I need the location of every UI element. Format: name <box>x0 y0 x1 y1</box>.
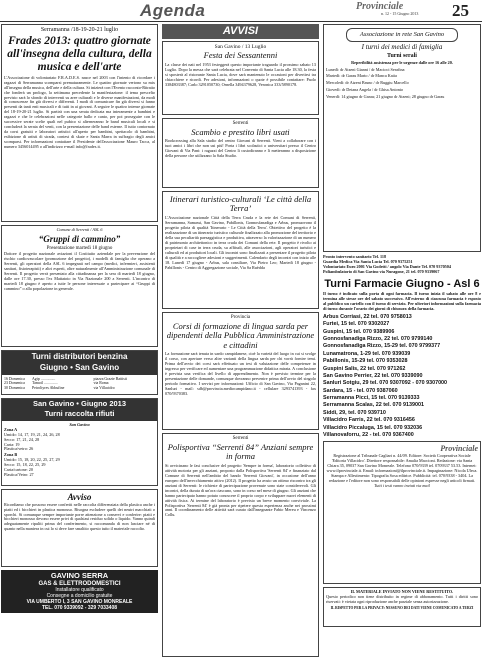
disclaimer-title: IL MATERIALE INVIATO NON VIENE RESTITUITO. <box>350 589 454 595</box>
asl-head: Comune di Serrenti / ASL 6 <box>56 227 103 232</box>
frades-article <box>1 24 158 222</box>
fuel-band-2: Giugno • San Gavino <box>2 362 157 374</box>
fitness-title: Polisportiva “Serrenti 84” Anziani sempre in forma <box>167 441 314 462</box>
editorial-box <box>323 441 481 584</box>
zone-line: Plastica/vetro: 26 <box>4 446 34 452</box>
fuel-cell: piazza Grazie Battisti <box>93 376 127 381</box>
disclaimer-box <box>323 587 481 627</box>
doctor-day: Giovedì: dr Deiana Angela / dr Ghisa Antonio <box>326 87 404 93</box>
fuel-table <box>2 375 157 393</box>
doctor-day: Lunedì: dr Atzeni Gianni / dr Macioci Serafina <box>326 66 405 72</box>
editorial-body: Registrazione al Tribunale Cagliari n. 44/09. Editore: Società Cooperativa Sociale 'Editoria Villacidro'. Direttore responsabile: Amalia Maccioni. Redazione: via Santa Chiara 35, 09037 San Gavino Monreale. Telefono 070/9339 tel. 0709337 53.53. Internet: www.ilprovinciale.it. Email: informazioni@ilprovinciale.it. Impaginazione: Nicola Uleca. Stampa e Allestimento: Tipografia Sosa editrice. Pubblicità: tel. 070/9338 - 3404. La redazione e l'editore non sono responsabili delle opinioni espresse negli articoli firmati. <box>326 452 478 483</box>
fuel-cell: 23 Domenica <box>4 381 25 386</box>
page-header <box>0 0 482 22</box>
fuel-cell: 16 Domenica <box>4 376 25 381</box>
asl-article <box>1 225 158 347</box>
masthead-logo: Provinciale <box>356 1 404 12</box>
pharmacy-row: Gonnosfanadiga Rizzo, 15-29 tel. 070 9799377 <box>323 343 441 350</box>
course-head: Provincia <box>230 314 251 320</box>
itinerary-title: Itinerari turistico-culturali ‘Le città della Terra’ <box>169 193 312 214</box>
contacts-block <box>323 255 481 275</box>
itinerary-article <box>162 191 319 309</box>
pharmacy-row: Sanluri Sotgiu, 29 tel. 070 9307092 - 070 9307000 <box>323 380 448 387</box>
doctors-box <box>323 24 481 252</box>
itinerary-body: L'Associazione nazionale Città della Terra Cruda e la rete dei Comuni di Serrenti, Serramanna, Samassi, San Gavino, Pabillonis, Gonnosfanadiga e Arbus, promuovono il progetto pilota di qualità 'Itinerario - Le Città della Terra'. Obiettivo del progetto è la realizzazione di un itinerario turistico culturale finalizzato alla promozione del territorio e della sua peculiarità paesaggistica e produttiva, attraverso la valorizzazione di un numero di patrimonio architettonico in terra cruda dei Comuni della rete. Il progetto è rivolto ai proprietari di case in terra cruda, su affitudi, alle associazioni, agli operatori turistici e culturali ed ai produttori locali. Gli incontri sono finalizzati a presentare il progetto pilota di qualità e a raccogliere adesioni e suggerimenti. Calendario degli incontri con inizio alle 18. Lunedì 17 giugno - Arbus, sala consiliare, Via Pietro Leo; Martedì 18 giugno - Pabillonis - Centro di Aggregazione sociale, Via Sa Ruèdda <box>165 215 316 270</box>
asl-body: Dottore il progetto nazionale aviazioni il Costituito aziendale per la prevenzione del rischio cardiovascolare (promozione del progetto), i modelli di famiglia che operano a Serrenti, gli operatori della ASL 6 impegnati nel campo (medici, infermieri, assistenti sanitari, fisioterapisti) e altri esperti, oltre naturalmente all'Amministrazione comunale di Serrenti. Il progetto verrà presentato alla cittadinanza per la sera di martedì 18 giugno, dalle ore 17.30, presso l'ex Mattatoio in Via Nazionale 200 a Serrenti. L'incontro di martedì 18 giugno è aperto a tutte le persone interessate a partecipare ai “Gruppi di cammino” o alla popolazione in generale. <box>4 250 155 291</box>
gas-name: GAVINO SERRA <box>50 571 109 580</box>
pharmacy-row: Serramanna Scalas, 22 tel. 070 9139001 <box>323 402 424 409</box>
zone-line: Umido: 14, 17, 19, 21, 24, 26, 28 <box>4 431 60 437</box>
gas-phone: TEL. 070 9339092 - 329 7033408 <box>41 604 118 611</box>
gas-advert <box>1 570 158 613</box>
doctor-day: Mercoledì: dr Atzeni Bruno / dr Ruggiu Marcello <box>326 80 409 86</box>
editorial-note: Tutti i testi vanno inviati via mail <box>374 483 430 489</box>
asl-subtitle: Presentazione martedì 18 giugno <box>46 246 113 252</box>
contact-volunteer: Volontariato Euro 2001 Via Godetti / angolo Via Dante Tel. 070 9370504 <box>323 263 451 269</box>
edition-label: n. 12 - 15 Giugno 2013 <box>381 11 419 16</box>
zone-b-list <box>4 458 155 478</box>
pharmacy-row: Guspini, 15 tel. 070 9389906 <box>323 328 395 335</box>
contact-guard: Guardia Medica Via Santa Lucia Tel. 070 9375251 <box>323 258 413 264</box>
book-head: Serrenti <box>232 120 249 126</box>
notice-body: Ricordiamo che possono essere conferiti nelle raccolta differenziata della plastica anche i piatti ed i bicchieri in plastica monouso. Bisogna escludere quelli dei neutri macchiati o sporchi. Si comunque sempre importante porre attenzione a conservi e conferire: piatti e bicchieri monouso devono essere privi di qualsiasi residuo solido o liquido. Vanno quindi adeguatamente ripuliti prima del conferimento, si raccomanda di non lasciare né di quanto nella maniera in cui lo si deve fare smaltito questo tutto il materiale raccolto. <box>4 501 155 532</box>
fuel-cell: Petroltyres Abbufine <box>32 386 65 391</box>
sixty-party-article <box>162 41 319 115</box>
waste-sub: San Gavino <box>69 421 90 427</box>
evening-shifts-note: Reperibilità assistenza per le urgenze dalle ore 16 alle 20. <box>351 59 453 65</box>
fitness-body: Si avvicinano le fasi conclusive del progetto 'Sempre in forma', laboratorio collettivo di attività motoria per gli anziani, proposto dalla Polisportiva 'Serrenti 84' e finanziato dal Comune di Serrenti nell'ambito del bando 'Serrenti Giovani', in occasione dell'anno europeo dell'invecchiamento attivo (2012). Il progetto ha avuto un ottimo riscontro tra gli anziani di Serrenti: le richieste di partecipazione provenute sono state considerevoli. Gli incontri, della durata di un'ora ciascuno, sono in corso nel mese di giugno. Gli anziani che hanno partecipato hanno potuto conoscere il proprio corpo e sviluppare nuovi elementi di attività fisica. Ai termine del laboratorio è previsto un breve momento conviviale. La Polisportiva 'Serrenti 84' è già pronta per ripetere questa esperienza anche nei prossimi anni. Il coordinamento delle attività sarà curato dall'insegnante Fabio Mereu e Vincenzo Collu. <box>165 462 316 518</box>
zone-line: Umido: 15, 18, 20, 22, 25, 27, 29 <box>4 457 60 463</box>
zone-a-list <box>4 433 155 453</box>
editorial-logo: Provinciale <box>440 444 478 454</box>
waste-box <box>1 398 158 486</box>
notice-box <box>1 489 158 567</box>
frades-dates: Serramanna /18-19-20-21 luglio <box>40 27 119 33</box>
zone-b-title: Zona B <box>4 452 18 458</box>
course-title: Corsi di formazione di lingua sarda per dipendenti della Pubblica Amministrazione e cittadini <box>166 320 315 350</box>
fuel-cell: Tamoil .............. <box>32 381 58 386</box>
pharmacy-row: Villanovaforru, 22 - tel. 070 9367400 <box>323 431 414 438</box>
column-right <box>323 24 481 630</box>
fuel-cell: via Villacidro <box>93 386 115 391</box>
pharmacy-row: Gonnosfanadiga Rizzo, 22 tel. 070 9799140 <box>323 336 433 343</box>
doctor-day: Martedì: dr Garau Mario / dr Manca Katia <box>326 73 397 79</box>
column-middle <box>162 24 319 657</box>
book-title: Scambio e prestito libri usati <box>191 126 290 137</box>
notice-title: Avviso <box>67 492 92 502</box>
disclaimer-body: Questo periodico non tiene distribuito in regime di abbonamento. Tutti i diritti sono riservati: è vietata ogni riproduzione anche parziale senza autorizzazione. <box>326 594 478 605</box>
sixty-head: San Gavino / 13 Luglio <box>214 43 267 50</box>
book-exchange-article <box>162 118 319 188</box>
fuel-cell: 30 Domenica <box>4 386 25 391</box>
doctor-days-list <box>326 68 478 101</box>
pharmacy-row: Siddi, 29, tel. 070 939710 <box>323 409 386 416</box>
fuel-band-1: Turni distributori benzina <box>2 351 157 362</box>
contact-emergency: Pronto intervento sanitario Tel. 118 <box>323 254 387 259</box>
zone-line: Secco: 17, 21, 24, 28 <box>4 436 40 442</box>
gas-tagline: GAS & ELETTRODOMESTICI <box>38 580 121 587</box>
pharmacy-row: Villacidro Piccaluga, 15 tel. 070 932036 <box>323 424 423 431</box>
gas-address: VIA UMBERTO I, 3 SAN GAVINO MONREALE <box>26 598 133 605</box>
page-number: 25 <box>452 1 469 20</box>
pharmacy-row: Lunamatrona, 1-29 tel. 070 939039 <box>323 350 411 357</box>
pharmacy-row: Guspini Salis, 22 tel. 070 971262 <box>323 365 406 372</box>
pharmacy-list <box>323 314 481 438</box>
frades-title: Frades 2013: quattro giornate all'insegna della cultura, della musica e dell'arte <box>7 35 152 73</box>
sardinian-course-article <box>162 312 319 430</box>
fuel-cell: via Roma <box>93 381 109 386</box>
column-left <box>1 24 158 613</box>
zone-line: Secco: 15, 18, 22, 25, 29 <box>4 462 46 468</box>
pharmacy-row: Pabillonis, 15-29 tel. 070 9353028 <box>323 358 408 365</box>
pharmacy-row: Furtei, 15 tel. 070 9302027 <box>323 321 390 328</box>
doctor-day: Venerdì: 14 giugno dr Garau; 21 giugno dr Atzeni; 28 giugno dr Garau <box>326 94 445 100</box>
elderly-fitness-article <box>162 433 319 657</box>
zone-a-title: Zona A <box>4 426 18 432</box>
waste-band-1: San Gavino • Giugno 2013 <box>2 399 157 410</box>
fuel-cell: Agip ............... <box>32 376 56 381</box>
book-body: Bookcrossing alla Sala studio del centro Giovani di Serrenti. Vieni a collaborare con i tuoi amici i libri che non usi più! Porta i libri scolastici o universitari presso il Centro Giovani di Via Pani: i ragazzi del Centro li custodiranno e li metteranno a disposizione della persone che utilizzano la Sala Studio. <box>165 138 316 159</box>
association-badge <box>346 28 458 42</box>
gas-line-4: Consegne a domicilio gratuite <box>46 592 113 599</box>
asl-title: “Gruppi di cammino” <box>38 233 121 244</box>
gas-line-3: Installatore qualificato <box>55 586 104 593</box>
evening-shifts-title: Turni serali <box>387 53 417 60</box>
pharmacy-row: Villacidro Farris, 22 tel. 070 9316456 <box>323 417 415 424</box>
fuel-row <box>4 386 155 391</box>
section-title: Agenda <box>140 1 206 20</box>
pharmacy-row: San Gavino Perrier, 22 tel. 070 9339090 <box>323 372 423 379</box>
course-body: La formazione sarà tenuta in sardo campidanese, cioè la varietà del luogo in cui si svolge il corso, con aperture verso altre varianti della lingua sarda per chi vorrà fornire temi. Prima dell'avvio dei corsi sarà effettuato un test di valutazione delle competenze in ingresso per verificare ed aumentare una programmazione didattica mirata. A conclusione è prevista una verifica del livello di apprendimento. Non è previsto termine per la presentazione delle domande, comunque dovranno pervenire prima dell'avvio del singolo periodo formativo. I servizi per informazioni: Ufficio di San Gavino, Via Paganini 22, Sanluri - mail: sdb@provincia.mediocampidano.it - cellulare 3293741393 - fax 070/9370383. <box>165 351 316 397</box>
contact-clinic: Poliambulatorio di San Gavino via Nuragone, 21 tel. 070 9339067 <box>323 268 440 274</box>
sixty-body: La classe dei nati nel 1953 festeggerà questo importante traguardo il prossimo sabato 13 Luglio. Dopo la messa che sarà celebrata nel Convento di Santa Lucia alle 18.30, la festa si sposterà al ristorante Santa Lucia, dove sarà mantenuto le occasioni per divertirsi tra chiacchiere e ricordi. Per adesioni, informazioni o quote è possibile contattare: Paolo 3384803387; Carlo 3291050730; Ornella 3494379628, Veronica 333/5890178. <box>165 61 316 87</box>
zone-line: Carta/cartone: 20 <box>4 467 33 473</box>
privacy-line: IL RISPETTO PER LA PRIVACY: NESSUNO DEI DATI VIENE COMUNICATO A TERZI <box>330 606 474 611</box>
pharmacy-note: Il turno è indicato sulla porta di ogni farmacia. Il turno inizia il sabato alle ore 8 e termina alle stesse ore del sabato successivo. All'esterno di ciascuna farmacia è esposto al pubblico un cartello con il turno di servizio. Per ulteriori informazioni sulla farmacia di turno durante l'orario dei giorni di chiusura della farmacia. <box>323 291 481 311</box>
zone-line: Plastica/Vetro: 27 <box>4 472 34 478</box>
pharmacy-row: Sardara, 15 - tel. 070 9387060 <box>323 387 398 394</box>
doctors-subtitle: I turni dei medici di famiglia <box>361 42 443 51</box>
sixty-title: Festa dei Sessantenni <box>203 50 278 61</box>
pharmacy-title: Turni Farmacie Giugno - Asl 6 <box>324 277 480 290</box>
waste-band-2: Turni raccolta rifiuti <box>2 410 157 421</box>
fuel-shifts-box <box>1 350 158 395</box>
zone-line: Carta: 19 <box>4 441 20 447</box>
pharmacy-row: Serramanna Picci, 15 tel. 070 9139333 <box>323 395 420 402</box>
avvisi-banner: AVVISI <box>162 24 319 39</box>
fitness-head: Serrenti <box>232 435 249 441</box>
pharmacy-row: Arbus Corriasi, 22 tel. 070 9758013 <box>323 313 412 320</box>
frades-body: L'Associazione di volontariato F.R.A.D.E.S. nasce nel 2003 con l'intento di ricordare i ragazzi di Serramanna scomparsi prematuramente. Le quattro giornate vertono su mix all'insegna della musica, dell'arte e della cultura. Si inizierà con l'Evento racconto-Ritratto che fonderà un prologo, la settimana precedente la manifestazione: il tema prescelto previsto sarà lo sfondo di interventi su aree culturali e le diverse manifestazioni, da modi di conoscenze fin già diversi e differenti. I modi di comunicare fin già diversi si fanno presenti da tanti enti musicali e di tutti in ai giovani. A seguire le quattro intense giornate del 18-19-20-21 luglio. Si partirà con una serata dedicata ma interamente a bambini e ragazzi e che le celebrazioni nelle categorie ballo e canto, per poi proseguire con le successive serate scelte quali nel pubico si alterneranno le band musicali locali e si concluderà la serata del venti, con la presentazione delle band esterne. Il tutto contornato da corsi gratuiti e laboratori artistici all'aperto per bambini, spettacolo di bambini, esibizione di artisti di strada, contest di skate e Santa Marra in suffragio degli amici scomparsi. Per informazioni contattare il Presidente dell'associazione Mauro Tacca, al numero 3456014495 o all'indirizzo e-mail info@frades.it. <box>4 74 155 150</box>
association-title: Associazione in rete San Gavino <box>359 31 445 38</box>
